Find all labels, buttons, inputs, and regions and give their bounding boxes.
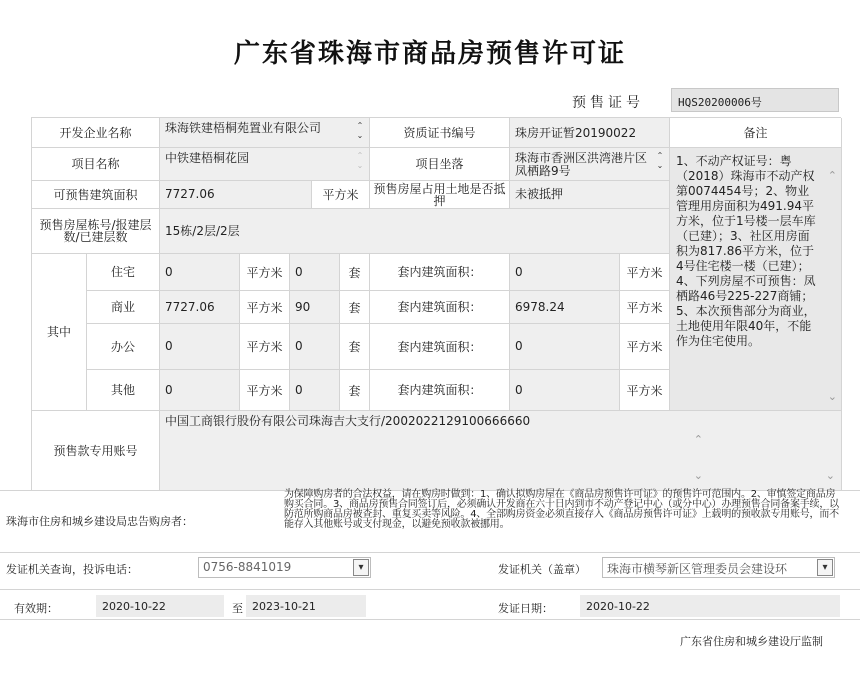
residential-area-field[interactable]: 0 — [160, 254, 240, 291]
footer-supervisor: 广东省住房和城乡建设厅监制 — [680, 635, 823, 648]
residential-inner-unit: 平方米 — [620, 254, 670, 291]
office-count-unit: 套 — [340, 324, 370, 370]
commercial-inner-field[interactable]: 6978.24 — [510, 291, 620, 324]
type-commercial-label: 商业 — [87, 291, 160, 324]
issue-date-field[interactable]: 2020-10-22 — [580, 595, 840, 617]
building-label: 预售房屋栋号/报建层数/已建层数 — [32, 209, 160, 254]
cert-field[interactable]: 珠房开证暂20190022 — [510, 118, 670, 148]
commercial-inner-label: 套内建筑面积： — [370, 291, 510, 324]
remarks-scroll-down-icon[interactable]: ⌄ — [827, 390, 837, 403]
type-residential-label: 住宅 — [87, 254, 160, 291]
project-spinner-icon[interactable]: ⌃ ⌄ — [356, 151, 364, 170]
land-mortgage-label: 预售房屋占用土地是否抵押 — [370, 181, 510, 209]
residential-inner-label: 套内建筑面积： — [370, 254, 510, 291]
location-field[interactable] — [510, 148, 670, 181]
phone-value: 0756-8841019 — [203, 560, 292, 574]
phone-dropdown-icon[interactable]: ▾ — [353, 559, 369, 576]
permit-table — [31, 117, 841, 490]
authority-select[interactable] — [602, 557, 835, 578]
commercial-inner-unit: 平方米 — [620, 291, 670, 324]
account-field[interactable] — [160, 411, 842, 491]
developer-field[interactable] — [160, 118, 370, 148]
account-scroll-up-icon[interactable]: ⌃ — [693, 433, 703, 446]
notice-label: 珠海市住房和城乡建设局忠告购房者： — [6, 515, 193, 528]
valid-from-field[interactable]: 2020-10-22 — [96, 595, 224, 617]
contact-label: 发证机关查询，投诉电话： — [6, 563, 138, 576]
developer-label: 开发企业名称 — [32, 118, 160, 148]
authority-dropdown-icon[interactable]: ▾ — [817, 559, 833, 576]
developer-value: 珠海铁建梧桐苑置业有限公司 — [165, 121, 322, 135]
remarks-label: 备注 — [670, 118, 842, 148]
area-unit: 平方米 — [312, 181, 370, 209]
breakdown-group-label: 其中 — [32, 254, 87, 411]
page-scroll-down-icon[interactable]: ⌄ — [825, 469, 835, 482]
commercial-area-unit: 平方米 — [240, 291, 290, 324]
notice-divider-bottom — [0, 552, 860, 553]
office-inner-unit: 平方米 — [620, 324, 670, 370]
valid-to-label: 至 — [232, 602, 243, 615]
office-inner-field[interactable]: 0 — [510, 324, 620, 370]
notice-text: 为保障购房者的合法权益，请在购房时做到：1、确认拟购房屋在《商品房预售许可证》的预售许可范围内。2、审慎签定商品房购买合同。3、商品房预售合同签订后，必须确认开发商在六十日内到市不动产登记中心（或分中心）办理预售合同备案手续，以防范所购商品房被查封、重复买卖等风险。4、全部购房资金必须直接存入《商品房预售许可证》上载明的预收款专用账号，而不能存入其他账号或支付现金，以避免预收款被挪用。 — [284, 489, 839, 530]
office-count-field[interactable]: 0 — [290, 324, 340, 370]
residential-inner-field[interactable]: 0 — [510, 254, 620, 291]
commercial-count-field[interactable]: 90 — [290, 291, 340, 324]
other-count-field[interactable]: 0 — [290, 370, 340, 411]
other-inner-field[interactable]: 0 — [510, 370, 620, 411]
project-field[interactable] — [160, 148, 370, 181]
location-value: 珠海市香洲区洪湾港片区凤栖路9号 — [515, 151, 648, 178]
contact-divider — [0, 589, 860, 590]
page-title: 广东省珠海市商品房预售许可证 — [233, 39, 626, 69]
permit-number-field[interactable]: HQS20200006号 — [671, 88, 839, 112]
residential-count-unit: 套 — [340, 254, 370, 291]
other-area-unit: 平方米 — [240, 370, 290, 411]
account-scroll-down-icon[interactable]: ⌄ — [693, 469, 703, 482]
location-spinner-icon[interactable]: ⌃ ⌄ — [656, 151, 664, 170]
area-field[interactable]: 7727.06 — [160, 181, 312, 209]
residential-area-unit: 平方米 — [240, 254, 290, 291]
other-count-unit: 套 — [340, 370, 370, 411]
account-label: 预售款专用账号 — [32, 411, 160, 491]
project-value: 中铁建梧桐花园 — [165, 151, 250, 165]
issue-date-label: 发证日期： — [498, 602, 553, 615]
type-other-label: 其他 — [87, 370, 160, 411]
authority-label: 发证机关（盖章） — [498, 563, 586, 576]
remarks-scroll-up-icon[interactable]: ⌃ — [827, 169, 837, 182]
remarks-text: 1、不动产权证号：粤（2018）珠海市不动产权第0074454号；2、物业管理用房面积为491.94平方米，位于1号楼一层车库（已建）；3、社区用房面积为817.86平方米，位于4号住宅楼一楼（已建）；4、下列房屋不可预售：凤栖路46号225-227商铺；5、本次预售部分为商业，土地使用年限40年，不能作为住宅使用。 — [676, 154, 816, 348]
area-label: 可预售建筑面积 — [32, 181, 160, 209]
residential-count-field[interactable]: 0 — [290, 254, 340, 291]
authority-value: 珠海市横琴新区管理委员会建设环 — [607, 562, 788, 576]
commercial-count-unit: 套 — [340, 291, 370, 324]
phone-select[interactable] — [198, 557, 371, 578]
land-mortgage-field[interactable]: 未被抵押 — [510, 181, 670, 209]
project-label: 项目名称 — [32, 148, 160, 181]
remarks-field[interactable] — [670, 148, 842, 411]
account-value: 中国工商银行股份有限公司珠海吉大支行/2002022129100666660 — [165, 414, 531, 428]
permit-number-label: 预售证号 — [572, 95, 644, 111]
other-inner-label: 套内建筑面积： — [370, 370, 510, 411]
location-label: 项目坐落 — [370, 148, 510, 181]
office-inner-label: 套内建筑面积： — [370, 324, 510, 370]
office-area-field[interactable]: 0 — [160, 324, 240, 370]
building-field[interactable]: 15栋/2层/2层 — [160, 209, 670, 254]
cert-label: 资质证书编号 — [370, 118, 510, 148]
validity-divider — [0, 619, 860, 620]
other-inner-unit: 平方米 — [620, 370, 670, 411]
commercial-area-field[interactable]: 7727.06 — [160, 291, 240, 324]
office-area-unit: 平方米 — [240, 324, 290, 370]
type-office-label: 办公 — [87, 324, 160, 370]
other-area-field[interactable]: 0 — [160, 370, 240, 411]
valid-to-field[interactable]: 2023-10-21 — [246, 595, 366, 617]
validity-label: 有效期： — [14, 602, 58, 615]
developer-spinner-icon[interactable]: ⌃ ⌄ — [356, 121, 364, 140]
